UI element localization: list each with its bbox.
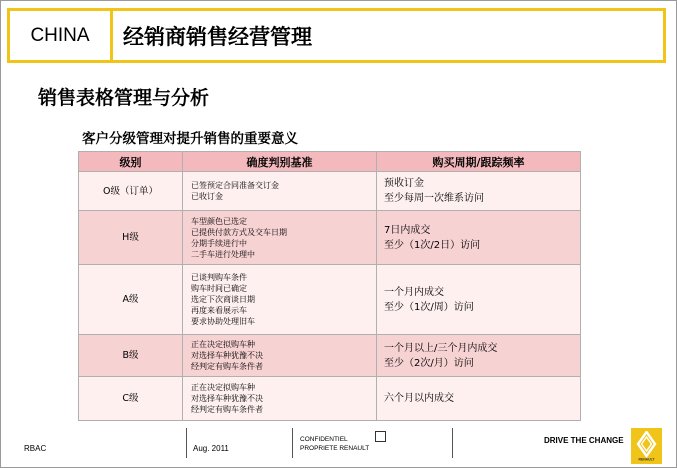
frequency-cell xyxy=(377,265,581,335)
table-row xyxy=(79,265,581,335)
footer-date: Aug. 2011 xyxy=(193,444,229,453)
table-row xyxy=(79,211,581,265)
frequency-line: 至少（2次/月）访问 xyxy=(384,357,474,369)
frequency-line: 至少（1次/2日）访问 xyxy=(384,239,481,251)
criteria-cell xyxy=(183,377,377,421)
customer-level-table xyxy=(78,151,581,421)
footer xyxy=(0,428,677,468)
level-cell: H级 xyxy=(79,211,183,265)
criteria-line: 已提供付款方式及交车日期 xyxy=(191,227,287,237)
criteria-cell xyxy=(183,265,377,335)
country-label: CHINA xyxy=(30,24,90,46)
footer-separator xyxy=(452,428,453,458)
criteria-line: 再度来看展示车 xyxy=(191,306,247,315)
header-divider xyxy=(110,11,113,60)
frequency-cell xyxy=(377,335,581,377)
criteria-line: 已谈判购车条件 xyxy=(191,273,247,282)
table-header-row xyxy=(79,152,581,172)
criteria-line: 分期手续进行中 xyxy=(191,238,247,248)
criteria-line: 要求协助处理旧车 xyxy=(191,317,255,326)
frequency-cell xyxy=(377,377,581,421)
criteria-line: 经判定有购车条件者 xyxy=(191,405,263,414)
column-header-criteria: 确度判别基准 xyxy=(183,152,377,172)
footer-code: RBAC xyxy=(24,444,47,453)
frequency-line: 六个月以内成交 xyxy=(384,393,454,404)
column-header-level: 级别 xyxy=(79,152,183,172)
frequency-line: 至少（1次/周）访问 xyxy=(384,301,474,313)
criteria-line: 选定下次商谈日期 xyxy=(191,295,255,304)
criteria-cell xyxy=(183,335,377,377)
level-cell: B级 xyxy=(79,335,183,377)
frequency-cell xyxy=(377,211,581,265)
confidentiality-label xyxy=(300,435,369,453)
confidential-line: CONFIDENTIEL xyxy=(300,436,348,443)
criteria-line: 对选择车种犹豫不决 xyxy=(191,394,263,403)
frequency-line: 至少每周一次维系访问 xyxy=(384,193,484,204)
confidential-checkbox xyxy=(375,431,386,442)
criteria-line: 正在决定拟购车种 xyxy=(191,383,255,392)
criteria-cell xyxy=(183,172,377,211)
frequency-line: 预收订金 xyxy=(384,178,424,189)
frequency-line: 7日内成交 xyxy=(384,224,431,236)
criteria-line: 二手车进行处理中 xyxy=(191,249,255,259)
criteria-line: 正在决定拟购车种 xyxy=(191,340,255,349)
criteria-line: 购车时间已确定 xyxy=(191,284,247,293)
criteria-line: 已签预定合同准备交订金 xyxy=(191,181,279,190)
footer-separator xyxy=(292,428,293,458)
logo-wordmark: RENAULT xyxy=(638,457,655,461)
page-title: 经销商销售经营管理 xyxy=(123,24,312,49)
confidential-line: PROPRIETE RENAULT xyxy=(300,445,370,452)
table-row xyxy=(79,377,581,421)
footer-separator xyxy=(186,428,187,458)
footer-slogan: DRIVE THE CHANGE xyxy=(544,436,624,445)
criteria-line: 经判定有购车条件者 xyxy=(191,362,263,371)
column-header-frequency: 购买周期/跟踪频率 xyxy=(377,152,581,172)
frequency-line: 一个月内成交 xyxy=(384,286,444,298)
table-row xyxy=(79,335,581,377)
frequency-cell xyxy=(377,172,581,211)
table-row xyxy=(79,172,581,211)
criteria-line: 车型颜色已选定 xyxy=(191,216,247,226)
renault-diamond-logo-icon xyxy=(636,431,657,461)
level-cell: C级 xyxy=(79,377,183,421)
renault-logo xyxy=(631,428,662,464)
frequency-line: 一个月以上/三个月内成交 xyxy=(384,342,498,354)
level-cell: O级（订单） xyxy=(79,172,183,211)
criteria-line: 已收订金 xyxy=(191,192,223,201)
section-title: 销售表格管理与分析 xyxy=(38,87,210,109)
header-bar xyxy=(7,8,666,63)
table-title: 客户分级管理对提升销售的重要意义 xyxy=(82,131,298,147)
criteria-line: 对选择车种犹豫不决 xyxy=(191,351,263,360)
level-cell: A级 xyxy=(79,265,183,335)
criteria-cell xyxy=(183,211,377,265)
